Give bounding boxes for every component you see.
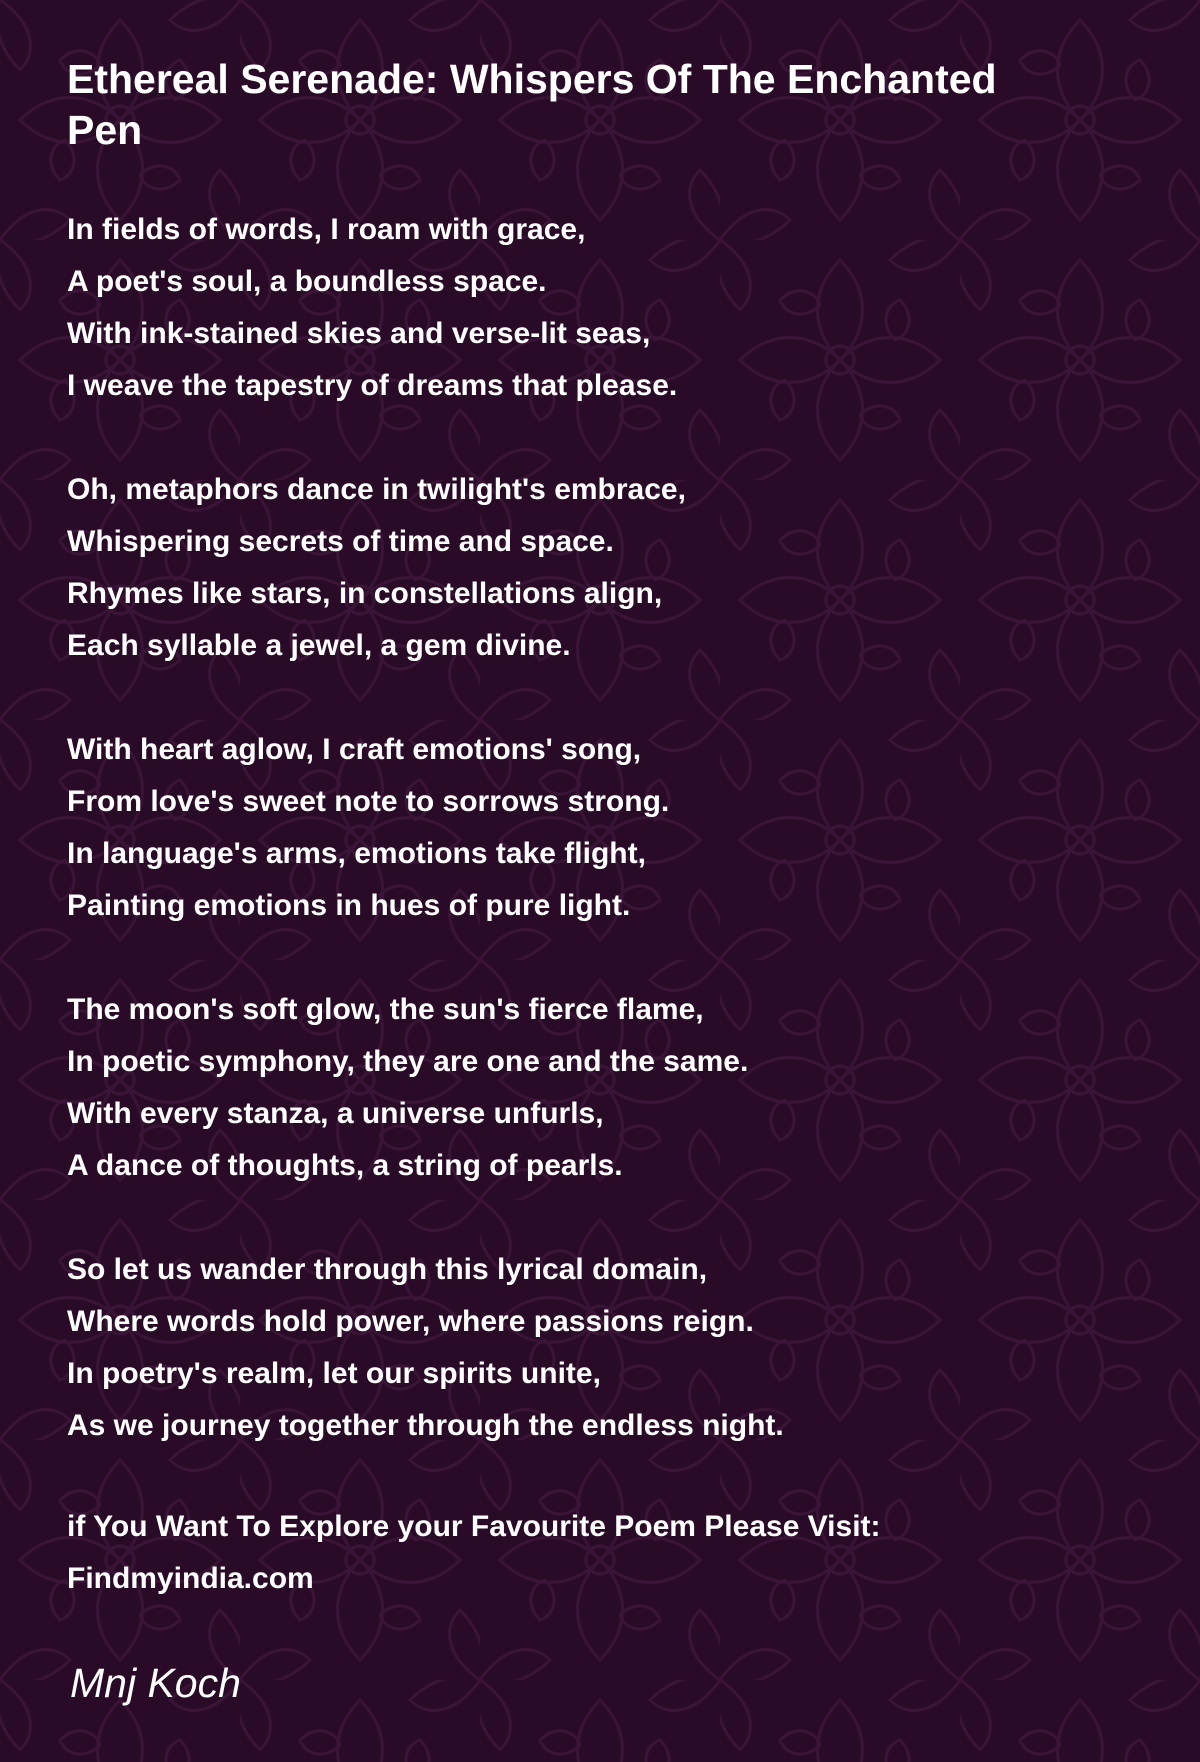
poem-line: In poetry's realm, let our spirits unite, [67, 1357, 601, 1390]
poem-line: Rhymes like stars, in constellations align, [67, 577, 663, 610]
poem-line: Whispering secrets of time and space. [67, 525, 614, 558]
poem-line: From love's sweet note to sorrows strong. [67, 785, 670, 818]
poem-title: Ethereal Serenade: Whispers Of The Enchanted Pen [67, 56, 997, 153]
poem-line: In language's arms, emotions take flight, [67, 837, 646, 870]
stanza-3 [67, 724, 1147, 932]
stanza-2 [67, 464, 1147, 672]
poem-line: Where words hold power, where passions reign. [67, 1305, 754, 1338]
poem-line: So let us wander through this lyrical domain, [67, 1253, 708, 1286]
poem-line: Oh, metaphors dance in twilight's embrace, [67, 473, 686, 506]
poem-line: I weave the tapestry of dreams that please. [67, 369, 678, 402]
poem-line: In poetic symphony, they are one and the same. [67, 1045, 749, 1078]
poem-body [67, 204, 1147, 1504]
poem-line: In fields of words, I roam with grace, [67, 213, 586, 246]
stanza-4 [67, 984, 1147, 1192]
poem-line: With heart aglow, I craft emotions' song, [67, 733, 642, 766]
poem-line: With ink-stained skies and verse-lit seas, [67, 317, 651, 350]
stanza-5 [67, 1244, 1147, 1452]
poem-line: A poet's soul, a boundless space. [67, 265, 547, 298]
poem-line: A dance of thoughts, a string of pearls. [67, 1149, 623, 1182]
poem-line: As we journey together through the endless night. [67, 1409, 784, 1442]
author-name: Mnj Koch [70, 1660, 241, 1706]
poem-line: The moon's soft glow, the sun's fierce flame, [67, 993, 704, 1026]
poem-line: Each syllable a jewel, a gem divine. [67, 629, 571, 662]
footer-note [67, 1501, 1147, 1605]
poem-line: With every stanza, a universe unfurls, [67, 1097, 604, 1130]
stanza-1 [67, 204, 1147, 412]
footer-line: if You Want To Explore your Favourite Poem Please Visit: [67, 1510, 881, 1543]
footer-link-text: Findmyindia.com [67, 1562, 314, 1595]
poem-line: Painting emotions in hues of pure light. [67, 889, 631, 922]
